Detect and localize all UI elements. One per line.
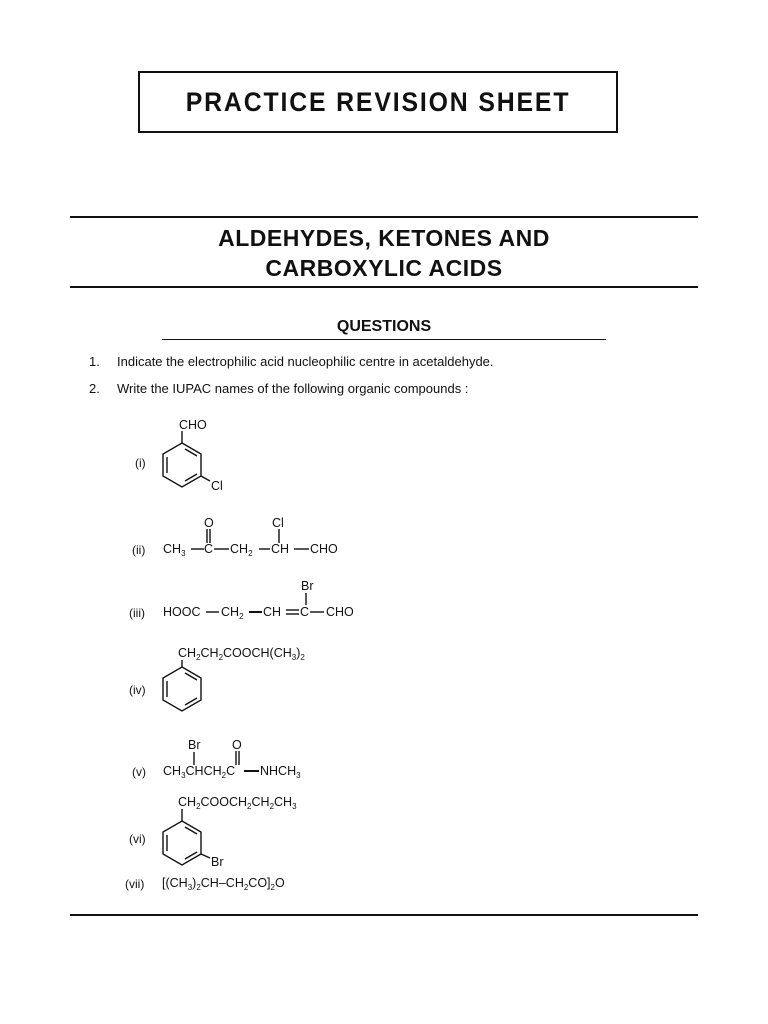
bromine-label-iii: Br	[301, 579, 314, 593]
chlorine-label-ii: Cl	[272, 516, 284, 530]
page-bottom-rule	[70, 914, 698, 916]
formula-iii: HOOC $CH_2$ CH C CHO	[163, 605, 354, 621]
compound-label-iv: (iv)	[129, 683, 146, 697]
question-1-number: 1.	[89, 354, 100, 369]
compound-label-vii: (vii)	[125, 877, 145, 891]
cho-substituent-i: CHO	[179, 418, 207, 432]
formula-v: $CH_3CHCH_2C$ $NHCH_3$	[163, 764, 301, 780]
question-2-number: 2.	[89, 381, 100, 396]
compound-label-vi: (vi)	[129, 832, 146, 846]
benzene-ring-vi	[163, 809, 210, 865]
benzene-ring-i	[163, 431, 210, 487]
compound-label-v: (v)	[132, 765, 146, 779]
chapter-title-line1: ALDEHYDES, KETONES AND	[218, 225, 550, 251]
formula-ii: $CH_3$ C $CH_2$ CH CHO	[163, 542, 338, 558]
chapter-title-line2: CARBOXYLIC ACIDS	[265, 255, 503, 281]
substituent-iv: $CH_2CH_2COOCH(CH_3)_2$	[178, 646, 305, 662]
sheet-title: PRACTICE REVISION SHEET	[185, 86, 571, 117]
question-2-text: Write the IUPAC names of the following organic compounds :	[117, 381, 469, 396]
formula-vii: $[(CH_3)_2CH-CH_2CO]_2O$	[162, 876, 285, 892]
compound-label-ii: (ii)	[132, 543, 146, 557]
cl-substituent-i: Cl	[211, 479, 223, 493]
benzene-ring-iv	[163, 660, 201, 711]
oxygen-label-v: O	[232, 738, 242, 752]
oxygen-label-ii: O	[204, 516, 214, 530]
bromine-label-v: Br	[188, 738, 201, 752]
compound-label-i: (i)	[135, 456, 146, 470]
compound-label-iii: (iii)	[129, 606, 145, 620]
question-1-text: Indicate the electrophilic acid nucleophilic centre in acetaldehyde.	[117, 354, 494, 369]
substituent-vi: $CH_2COOCH_2CH_2CH_3$	[178, 795, 297, 811]
br-substituent-vi: Br	[211, 855, 224, 869]
questions-heading: QUESTIONS	[336, 318, 432, 335]
